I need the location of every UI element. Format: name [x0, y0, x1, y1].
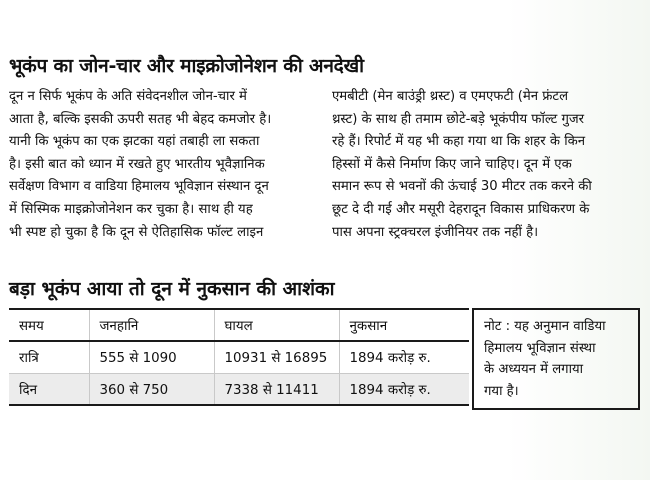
article-line: सर्वेक्षण विभाग व वाडिया हिमालय भूविज्ञान संस्थान दून — [9, 179, 269, 195]
article-left-column — [9, 86, 316, 244]
article-line: हिस्सों में कैसे निर्माण किए जाने चाहिए। दून में एक — [332, 156, 572, 172]
table-header-row — [9, 309, 469, 341]
loss-table-container — [9, 308, 469, 406]
header-injured: घायल — [214, 309, 339, 341]
header-damage: नुकसान — [349, 319, 388, 334]
note-line: हिमालय भूविज्ञान संस्था — [484, 340, 596, 356]
article-line: समान रूप से भवनों की ऊंचाई 30 मीटर तक करने की — [332, 179, 592, 195]
cell-injured: 7338 से 11411 — [214, 373, 339, 405]
loss-estimate-table — [9, 308, 469, 406]
note-line: गया है। — [484, 383, 519, 399]
header-time: समय — [9, 309, 89, 341]
loss-estimate-heading: बड़ा भूकंप आया तो दून में नुकसान की आशंका — [9, 278, 335, 300]
article-line: एमबीटी (मेन बाउंड्री थ्रस्ट) व एमएफटी (मेन फ्रंटल — [332, 89, 569, 104]
table-row — [9, 373, 469, 405]
table-row — [9, 341, 469, 373]
article-line: यानी कि भूकंप का एक झटका यहां तबाही ला सकता — [9, 134, 260, 150]
study-note-box — [472, 308, 640, 410]
article-line: में सिस्मिक माइक्रोजोनेशन कर चुका है। साथ ही यह — [9, 201, 253, 217]
article-line: पास अपना स्ट्रक्चरल इंजीनियर तक नहीं है। — [332, 224, 539, 240]
article-line: भी स्पष्ट हो चुका है कि दून से ऐतिहासिक फॉल्ट लाइन — [9, 224, 264, 240]
cell-deaths: 555 से 1090 — [89, 341, 214, 373]
article-line: है। इसी बात को ध्यान में रखते हुए भारतीय भूवैज्ञानिक — [9, 156, 265, 172]
article-line: रहे हैं। रिपोर्ट में यह भी कहा गया था कि शहर के किन — [332, 134, 586, 150]
header-deaths: जनहानि — [89, 309, 214, 341]
cell-damage: 1894 करोड़ रु. — [349, 351, 431, 367]
cell-deaths: 360 से 750 — [89, 373, 214, 405]
note-line: नोट : यह अनुमान वाडिया — [484, 319, 606, 334]
article-line: छूट दे दी गई और मसूरी देहरादून विकास प्राधिकरण के — [332, 201, 590, 217]
article-headline: भूकंप का जोन-चार और माइक्रोजोनेशन की अनदेखी — [9, 55, 364, 77]
article-line: थ्रस्ट) के साथ ही तमाम छोटे-बड़े भूकंपीय फॉल्ट गुजर — [332, 111, 585, 127]
article-right-column — [332, 86, 639, 244]
note-line: के अध्ययन में लगाया — [484, 362, 584, 377]
article-line: दून न सिर्फ भूकंप के अति संवेदनशील जोन-चार में — [9, 89, 247, 104]
article-line: आता है, बल्कि इसकी ऊपरी सतह भी बेहद कमजोर है। — [9, 111, 272, 127]
cell-damage: 1894 करोड़ रु. — [349, 382, 431, 398]
cell-time: दिन — [9, 373, 89, 405]
cell-injured: 10931 से 16895 — [214, 341, 339, 373]
cell-time: रात्रि — [9, 341, 89, 373]
